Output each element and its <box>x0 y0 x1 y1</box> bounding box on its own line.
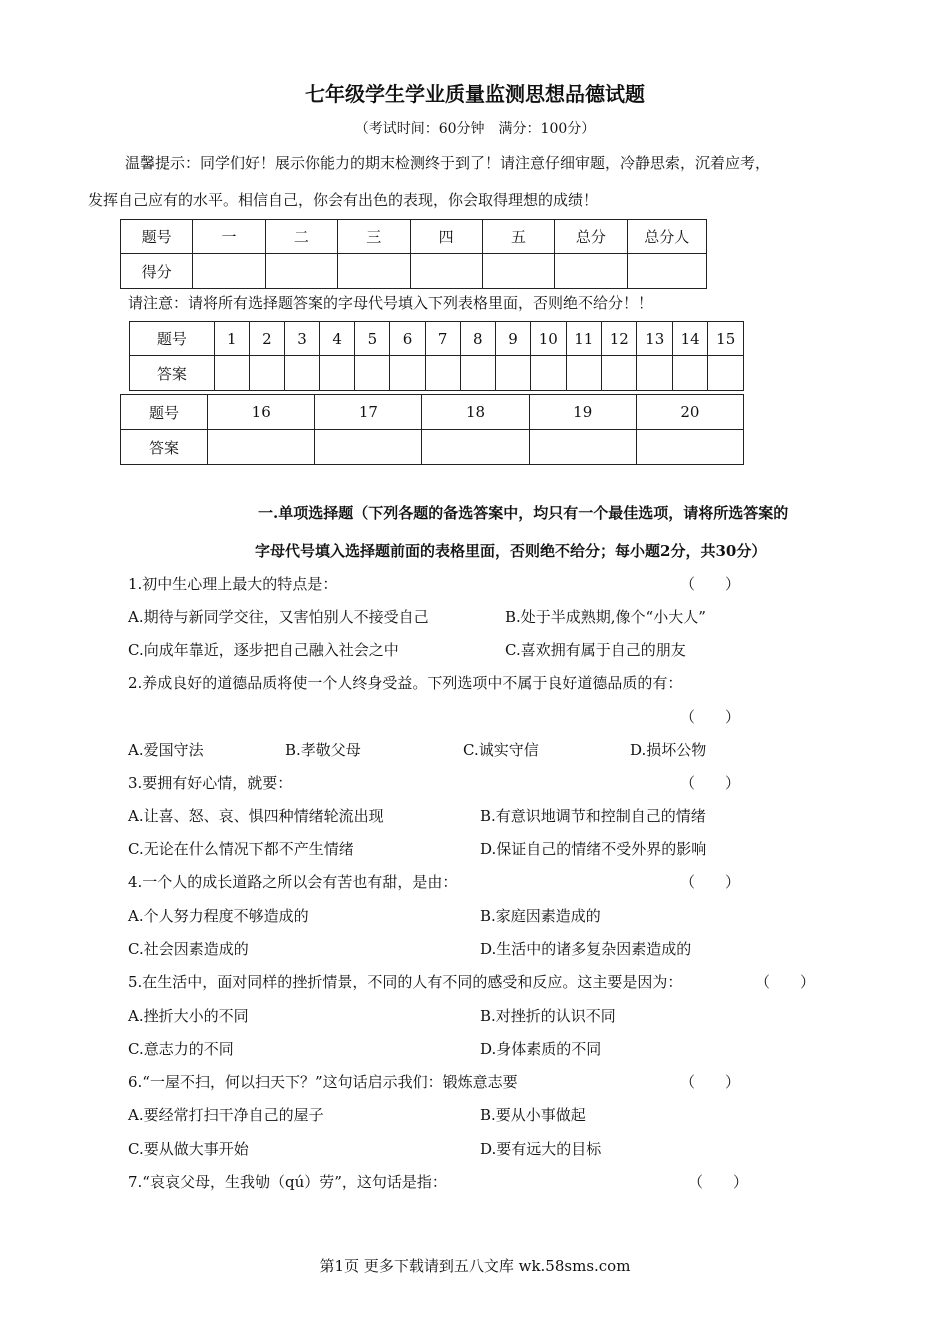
score-header-cell: 总分 <box>555 220 627 254</box>
page-title: 七年级学生学业质量监测思想品德试题 <box>305 82 645 106</box>
option-c: C.要从做大事开始 <box>128 1140 249 1158</box>
question-number-cell: 18 <box>422 395 529 430</box>
question-number-cell: 10 <box>531 322 566 356</box>
answer-table-1 <box>129 321 744 391</box>
option-a: A.挫折大小的不同 <box>128 1007 249 1025</box>
option-a: A.要经常打扫干净自己的屋子 <box>128 1106 324 1124</box>
option-d: D.身体素质的不同 <box>480 1040 602 1058</box>
score-table <box>120 219 707 289</box>
answer-paren[interactable]: （ ） <box>680 575 741 593</box>
answer-paren[interactable]: （ ） <box>680 1073 741 1091</box>
score-input-cell[interactable] <box>265 254 337 289</box>
question-stem: 2.养成良好的道德品质将使一个人终身受益。下列选项中不属于良好道德品质的有： <box>128 674 683 692</box>
score-header-cell: 题号 <box>121 220 193 254</box>
answer-paren[interactable]: （ ） <box>680 708 741 726</box>
exam-info: （考试时间：60分钟 满分：100分） <box>354 121 596 137</box>
option-d: D.生活中的诸多复杂因素造成的 <box>480 940 692 958</box>
answer-input-cell[interactable] <box>422 430 529 465</box>
answer-input-cell[interactable] <box>460 356 495 391</box>
answer-input-cell[interactable] <box>531 356 566 391</box>
tip-line-1: 温馨提示：同学们好！展示你能力的期末检测终于到了！请注意仔细审题，冷静思索，沉着应考， <box>125 154 771 172</box>
option-b: B.要从小事做起 <box>480 1106 586 1124</box>
option-a: A.让喜、怒、哀、惧四种情绪轮流出现 <box>128 807 384 825</box>
answer-input-cell[interactable] <box>315 430 422 465</box>
score-row-label: 得分 <box>121 254 193 289</box>
option-d: D.损坏公物 <box>630 741 707 759</box>
answer-input-cell[interactable] <box>249 356 284 391</box>
question-number-cell: 5 <box>355 322 390 356</box>
option-c: C.社会因素造成的 <box>128 940 249 958</box>
answer-input-cell[interactable] <box>529 430 636 465</box>
question-number-cell: 12 <box>602 322 637 356</box>
question-number-cell: 17 <box>315 395 422 430</box>
score-header-cell: 总分人 <box>627 220 706 254</box>
question-number-cell: 9 <box>495 322 530 356</box>
score-header-cell: 三 <box>338 220 410 254</box>
score-input-cell[interactable] <box>410 254 482 289</box>
answer-input-cell[interactable] <box>284 356 319 391</box>
question-stem: 3.要拥有好心情，就要： <box>128 774 293 792</box>
score-header-cell: 二 <box>265 220 337 254</box>
question-number-cell: 19 <box>529 395 636 430</box>
question-number-cell: 14 <box>672 322 707 356</box>
answer-table-label: 题号 <box>130 322 215 356</box>
tip-line-2: 发挥自己应有的水平。相信自己，你会有出色的表现，你会取得理想的成绩！ <box>88 191 599 209</box>
question-number-cell: 15 <box>708 322 744 356</box>
section-heading-line-1: 一.单项选择题（下列各题的备选答案中，均只有一个最佳选项，请将所选答案的 <box>258 504 789 522</box>
option-d: D.要有远大的目标 <box>480 1140 602 1158</box>
question-stem: 1.初中生心理上最大的特点是： <box>128 575 338 593</box>
question-stem: 6.“一屋不扫，何以扫天下？”这句话启示我们：锻炼意志要 <box>128 1073 518 1091</box>
answer-table-label: 答案 <box>121 430 208 465</box>
score-input-cell[interactable] <box>482 254 554 289</box>
score-input-cell[interactable] <box>627 254 706 289</box>
answer-paren[interactable]: （ ） <box>680 873 741 891</box>
question-number-cell: 16 <box>208 395 315 430</box>
answer-input-cell[interactable] <box>208 430 315 465</box>
option-d: C.喜欢拥有属于自己的朋友 <box>505 641 686 659</box>
score-input-cell[interactable] <box>338 254 410 289</box>
question-number-cell: 11 <box>566 322 601 356</box>
question-stem: 4.一个人的成长道路之所以会有苦也有甜，是由： <box>128 873 458 891</box>
section-heading-line-2: 字母代号填入选择题前面的表格里面，否则绝不给分；每小题2分，共30分） <box>255 542 767 560</box>
answer-input-cell[interactable] <box>495 356 530 391</box>
option-b: B.孝敬父母 <box>285 741 361 759</box>
option-b: B.处于半成熟期,像个“小大人” <box>505 608 706 626</box>
question-number-cell: 4 <box>320 322 355 356</box>
question-number-cell: 8 <box>460 322 495 356</box>
question-number-cell: 3 <box>284 322 319 356</box>
question-number-cell: 6 <box>390 322 425 356</box>
answer-table-label: 答案 <box>130 356 215 391</box>
question-number-cell: 1 <box>214 322 249 356</box>
question-number-cell: 2 <box>249 322 284 356</box>
option-c: C.向成年靠近，逐步把自己融入社会之中 <box>128 641 399 659</box>
score-input-cell[interactable] <box>193 254 265 289</box>
option-d: D.保证自己的情绪不受外界的影响 <box>480 840 707 858</box>
option-c: C.无论在什么情况下都不产生情绪 <box>128 840 354 858</box>
notice: 请注意：请将所有选择题答案的字母代号填入下列表格里面，否则绝不给分！！ <box>128 294 654 312</box>
answer-input-cell[interactable] <box>566 356 601 391</box>
answer-input-cell[interactable] <box>708 356 744 391</box>
option-c: C.诚实守信 <box>463 741 539 759</box>
answer-table-2 <box>120 394 744 465</box>
option-a: A.期待与新同学交往，又害怕别人不接受自己 <box>128 608 429 626</box>
question-number-cell: 20 <box>636 395 743 430</box>
question-stem: 5.在生活中，面对同样的挫折情景，不同的人有不同的感受和反应。这主要是因为： <box>128 973 683 991</box>
option-b: B.家庭因素造成的 <box>480 907 601 925</box>
option-a: A.个人努力程度不够造成的 <box>128 907 309 925</box>
score-header-cell: 一 <box>193 220 265 254</box>
score-header-cell: 五 <box>482 220 554 254</box>
page-footer: 第1页 更多下载请到五八文库 wk.58sms.com <box>319 1257 631 1275</box>
option-b: B.对挫折的认识不同 <box>480 1007 616 1025</box>
answer-input-cell[interactable] <box>320 356 355 391</box>
option-b: B.有意识地调节和控制自己的情绪 <box>480 807 706 825</box>
answer-paren[interactable]: （ ） <box>755 973 816 991</box>
option-a: A.爱国守法 <box>128 741 204 759</box>
score-input-cell[interactable] <box>555 254 627 289</box>
answer-input-cell[interactable] <box>390 356 425 391</box>
answer-input-cell[interactable] <box>602 356 637 391</box>
option-c: C.意志力的不同 <box>128 1040 234 1058</box>
answer-table-label: 题号 <box>121 395 208 430</box>
question-number-cell: 7 <box>425 322 460 356</box>
answer-input-cell[interactable] <box>214 356 249 391</box>
question-number-cell: 13 <box>637 322 672 356</box>
answer-input-cell[interactable] <box>636 430 743 465</box>
answer-input-cell[interactable] <box>637 356 672 391</box>
question-stem: 7.“哀哀父母，生我劬（qú）劳”，这句话是指： <box>128 1173 447 1191</box>
score-header-cell: 四 <box>410 220 482 254</box>
answer-input-cell[interactable] <box>355 356 390 391</box>
answer-paren[interactable]: （ ） <box>680 774 741 792</box>
answer-input-cell[interactable] <box>672 356 707 391</box>
answer-input-cell[interactable] <box>425 356 460 391</box>
answer-paren[interactable]: （ ） <box>688 1173 749 1191</box>
